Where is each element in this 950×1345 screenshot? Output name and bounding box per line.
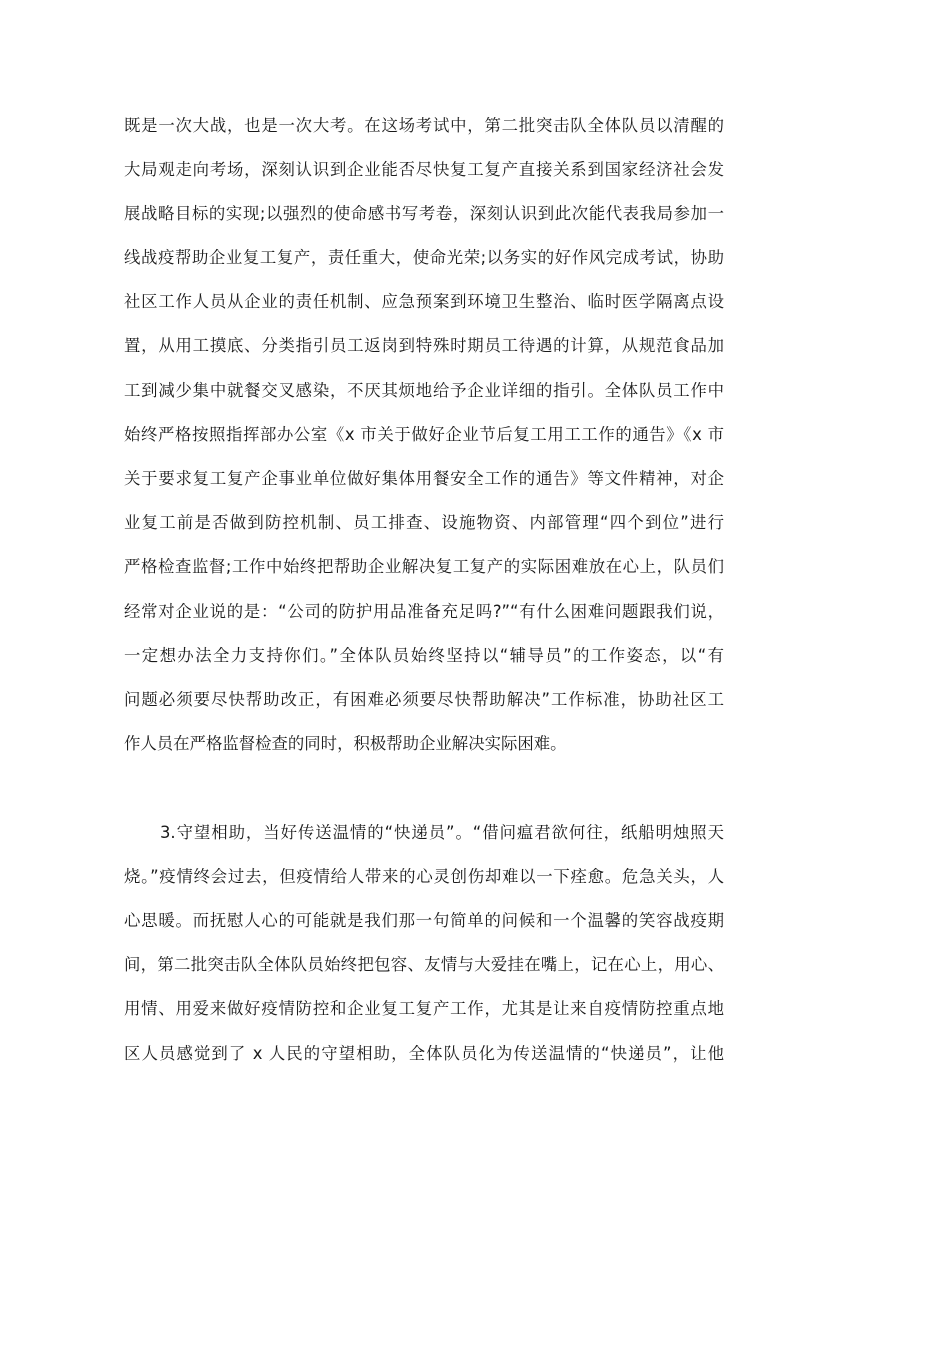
text-line: 作人员在严格监督检查的同时，积极帮助企业解决实际困难。 — [124, 734, 567, 753]
text-line: 始终严格按照指挥部办公室《x 市关于做好企业节后复工用工工作的通告》《x 市 — [124, 425, 724, 444]
text-line: 3.守望相助，当好传送温情的“快递员”。“借问瘟君欲何往，纸船明烛照天 — [160, 823, 724, 842]
text-line: 经常对企业说的是：“公司的防护用品准备充足吗?”“有什么困难问题跟我们说， — [124, 602, 724, 621]
text-line: 一定想办法全力支持你们。”全体队员始终坚持以“辅导员”的工作姿态，以“有 — [124, 646, 724, 665]
text-line: 置，从用工摸底、分类指引员工返岗到特殊时期员工待遇的计算，从规范食品加 — [124, 336, 724, 355]
text-line: 展战略目标的实现;以强烈的使命感书写考卷，深刻认识到此次能代表我局参加一 — [124, 204, 724, 223]
text-line: 区人员感觉到了 x 人民的守望相助，全体队员化为传送温情的“快递员”，让他 — [124, 1044, 724, 1063]
text-line: 心思暖。而抚慰人心的可能就是我们那一句简单的问候和一个温馨的笑容战疫期 — [124, 911, 724, 930]
text-line: 社区工作人员从企业的责任机制、应急预案到环境卫生整治、临时医学隔离点设 — [124, 292, 724, 311]
text-line: 问题必须要尽快帮助改正，有困难必须要尽快帮助解决”工作标准，协助社区工 — [124, 690, 724, 709]
text-line: 大局观走向考场，深刻认识到企业能否尽快复工复产直接关系到国家经济社会发 — [124, 160, 724, 179]
text-line: 业复工前是否做到防控机制、员工排查、设施物资、内部管理“四个到位”进行 — [124, 513, 724, 532]
text-line: 严格检查监督;工作中始终把帮助企业解决复工复产的实际困难放在心上，队员们 — [124, 557, 724, 576]
text-line: 用情、用爱来做好疫情防控和企业复工复产工作，尤其是让来自疫情防控重点地 — [124, 999, 724, 1018]
text-line: 工到减少集中就餐交叉感染，不厌其烦地给予企业详细的指引。全体队员工作中 — [124, 381, 724, 400]
text-line: 间，第二批突击队全体队员始终把包容、友情与大爱挂在嘴上，记在心上，用心、 — [124, 955, 724, 974]
text-line: 关于要求复工复产企事业单位做好集体用餐安全工作的通告》等文件精神，对企 — [124, 469, 724, 488]
text-line: 既是一次大战，也是一次大考。在这场考试中，第二批突击队全体队员以清醒的 — [124, 116, 724, 135]
text-line: 线战疫帮助企业复工复产，责任重大，使命光荣;以务实的好作风完成考试，协助 — [124, 248, 724, 267]
text-line: 烧。”疫情终会过去，但疫情给人带来的心灵创伤却难以一下痊愈。危急关头，人 — [124, 867, 724, 886]
